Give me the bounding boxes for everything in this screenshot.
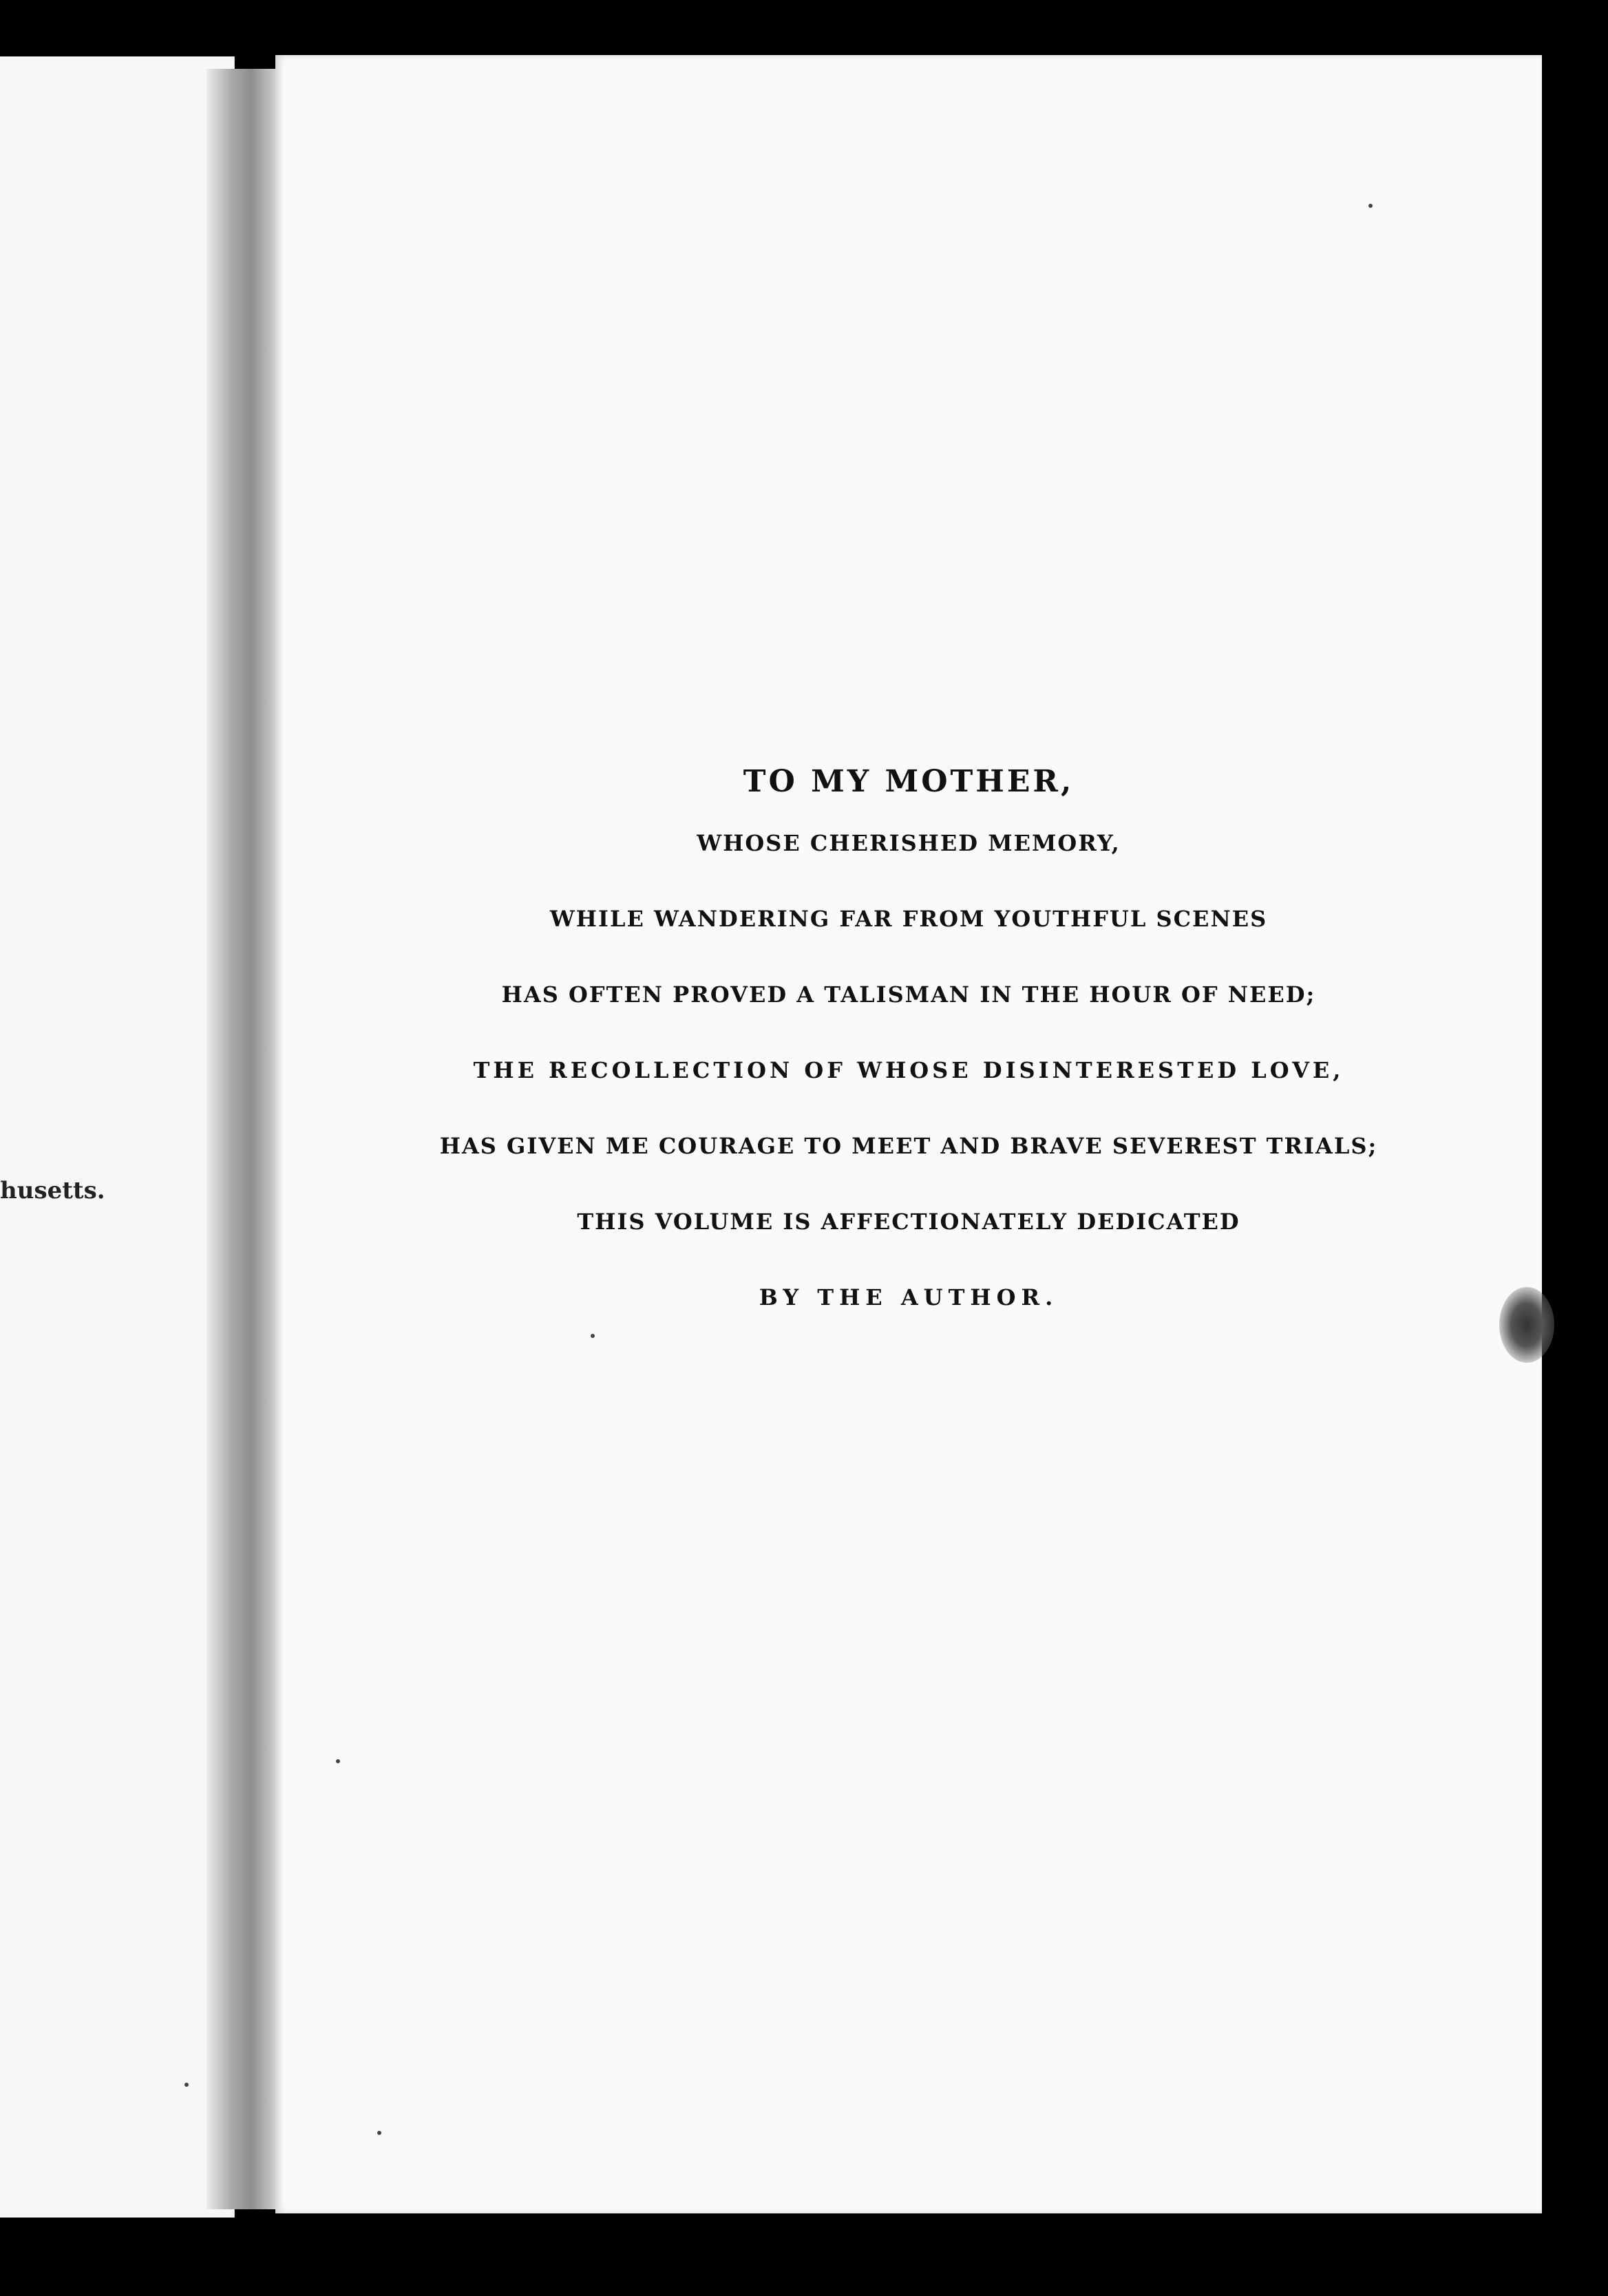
dedication-signature: BY THE AUTHOR.: [759, 1284, 1059, 1310]
book-gutter: [207, 69, 281, 2209]
paper-speck: [184, 2083, 189, 2087]
dedication-line: HAS GIVEN ME COURAGE TO MEET AND BRAVE SEVEREST TRIALS;: [439, 1133, 1378, 1159]
dedication-block: [275, 764, 1542, 1359]
dedication-line: THIS VOLUME IS AFFECTIONATELY DEDICATED: [577, 1209, 1240, 1235]
ink-smudge: [1499, 1287, 1554, 1363]
paper-speck: [336, 1759, 340, 1763]
left-page: [0, 56, 235, 2218]
paper-speck: [591, 1334, 595, 1338]
dedication-line: HAS OFTEN PROVED A TALISMAN IN THE HOUR OF NEED;: [501, 981, 1316, 1008]
dedication-title: TO MY MOTHER,: [743, 764, 1075, 799]
paper-speck: [377, 2131, 381, 2135]
left-page-text-fragment: husetts.: [0, 1177, 105, 1204]
dedication-line: THE RECOLLECTION OF WHOSE DISINTERESTED LOVE,: [473, 1057, 1344, 1083]
dedication-line: WHOSE CHERISHED MEMORY,: [697, 830, 1121, 856]
dedication-line: WHILE WANDERING FAR FROM YOUTHFUL SCENES: [549, 906, 1268, 932]
paper-speck: [1368, 204, 1373, 208]
